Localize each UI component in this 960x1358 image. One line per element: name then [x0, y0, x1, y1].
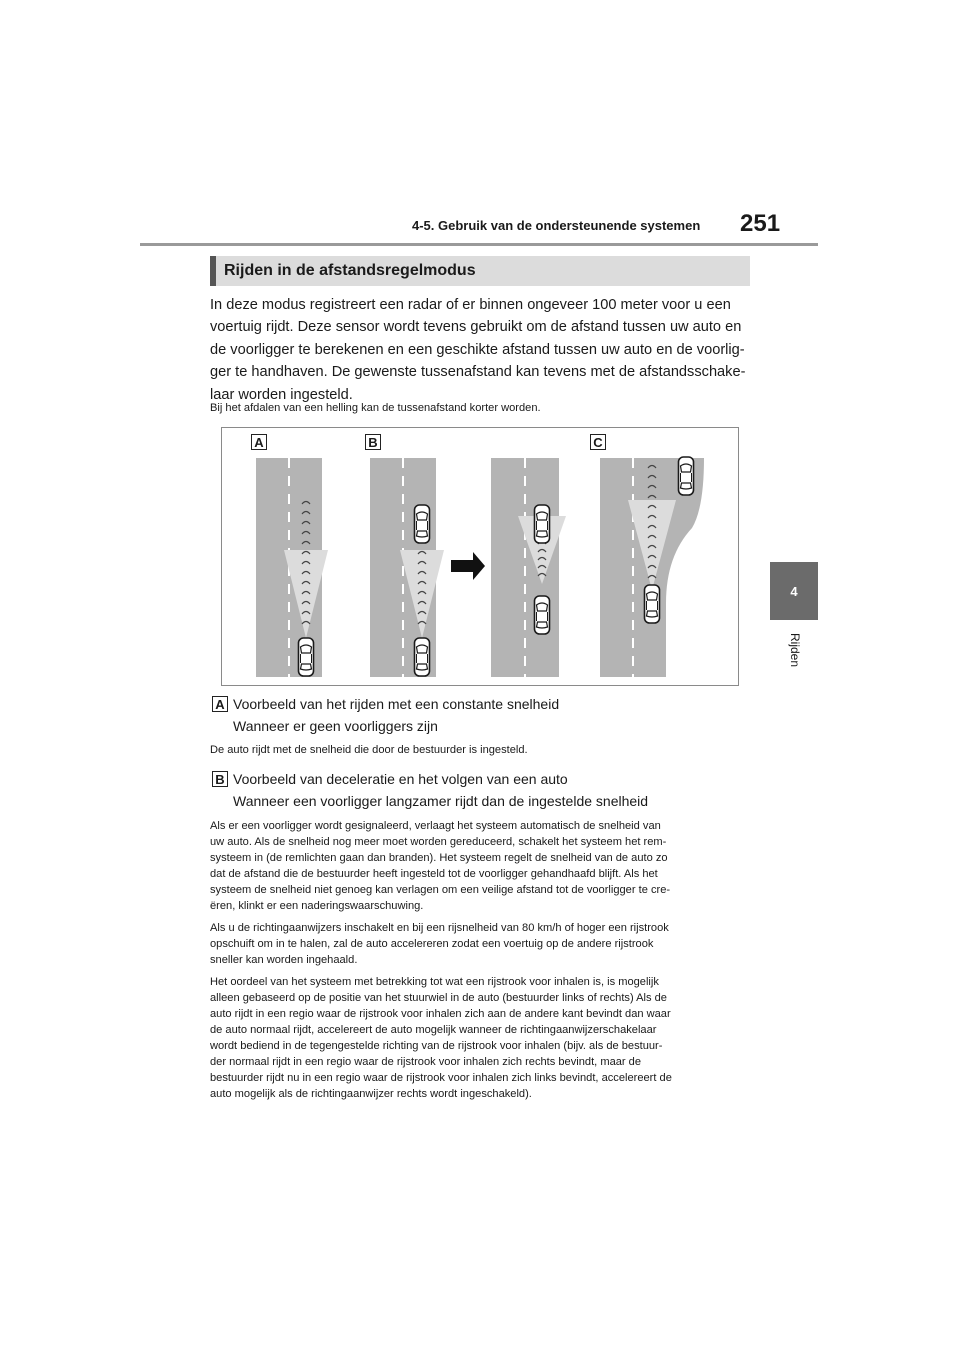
- intro-line: laar worden ingesteld.: [210, 386, 353, 403]
- header-divider: [140, 243, 818, 246]
- item-a-subtitle: Wanneer er geen voorliggers zijn: [233, 718, 438, 734]
- item-a-text: De auto rijdt met de snelheid die door de bestuurder is ingesteld.: [210, 744, 528, 756]
- text-line: uw auto. Als de snelheid nog meer moet worden gereduceerd, schakelt het systeem het rem-: [210, 836, 667, 848]
- text-line: Als u de richtingaanwijzers inschakelt en bij een rijsnelheid van 80 km/h of hoger een rijstrook: [210, 922, 669, 934]
- car-icon: [415, 638, 430, 676]
- car-icon: [299, 638, 314, 676]
- page-number: 251: [740, 210, 781, 237]
- text-line: de auto normaal rijdt, accelereert de auto mogelijk wanneer de richtingaanwijzerschakelaar: [210, 1024, 657, 1036]
- item-b-paragraph-2: [210, 920, 750, 968]
- car-icon: [679, 457, 694, 495]
- distance-control-diagram: [221, 427, 739, 686]
- chapter-label-text: Rijden: [788, 632, 802, 668]
- text-line: bestuurder rijdt nu in een regio waar de rijstrook voor inhalen zich links bevindt, accelereert de: [210, 1072, 672, 1084]
- item-b-subtitle: Wanneer een voorligger langzamer rijdt dan de ingestelde snelheid: [233, 793, 649, 809]
- text-line: auto rijdt in een regio waar de rijstrook voor inhalen zich aan de andere kant bevindt dan waar: [210, 1008, 671, 1020]
- intro-line: ger te handhaven. De gewenste tussenafstand kan tevens met de afstandsschake-: [210, 364, 746, 381]
- section-heading-bar: [210, 256, 750, 286]
- slope-note: Bij het afdalen van een helling kan de tussenafstand korter worden.: [210, 402, 541, 414]
- text-line: opschuift om in te halen, zal de auto accelereren zodat een voertuig op de andere rijstrook: [210, 938, 654, 950]
- diagram-svg: [222, 428, 740, 687]
- text-line: systeem in (de remlichten gaan dan branden). Het systeem regelt de snelheid van de auto zo: [210, 852, 668, 864]
- text-line: auto mogelijk als de richtingaanwijzer rechts wordt ingeschakeld).: [210, 1088, 532, 1100]
- text-line: ëren, klinkt er een naderingswaarschuwing.: [210, 900, 424, 912]
- item-b-marker: B: [212, 771, 228, 787]
- text-line: sneller kan worden ingehaald.: [210, 954, 358, 966]
- item-b-paragraph-3: [210, 974, 750, 1102]
- section-heading-accent: [210, 256, 216, 286]
- intro-line: voertuig rijdt. Deze sensor wordt tevens gebruikt om de afstand tussen uw auto en: [210, 319, 742, 336]
- chapter-tab: 4: [770, 562, 818, 620]
- text-line: dat de afstand die de bestuurder heeft ingesteld tot de voorligger gehandhaafd blijft. Als het: [210, 868, 658, 880]
- car-icon: [645, 585, 660, 623]
- text-line: wordt bediend in de tegengestelde richting van de rijstrook voor inhalen (bijv. als de bestuur-: [210, 1040, 663, 1052]
- text-line: Het oordeel van het systeem met betrekking tot wat een rijstrook voor inhalen is, is mogelijk: [210, 976, 659, 988]
- chapter-label: [767, 630, 823, 670]
- diagram-label-a: A: [251, 434, 267, 450]
- diagram-label-c: C: [590, 434, 606, 450]
- item-b-title: Voorbeeld van deceleratie en het volgen van een auto: [233, 771, 568, 787]
- text-line: alleen gebaseerd op de positie van het stuurwiel in de auto (bestuurder links of rechts) Als de: [210, 992, 667, 1004]
- header-section-title: 4-5. Gebruik van de ondersteunende systemen: [412, 218, 701, 233]
- item-a-title: Voorbeeld van het rijden met een constante snelheid: [233, 696, 560, 712]
- text-line: Als er een voorligger wordt gesignaleerd, verlaagt het systeem automatisch de snelheid van: [210, 820, 661, 832]
- intro-line: de voorligger te berekenen en een geschikte afstand tussen uw auto en de voorlig-: [210, 341, 745, 358]
- text-line: der normaal rijdt in een regio waar de rijstrook voor inhalen zich rechts bevindt, maar de: [210, 1056, 642, 1068]
- car-icon: [415, 505, 430, 543]
- car-icon: [535, 596, 550, 634]
- intro-paragraph: [210, 294, 750, 406]
- text-line: systeem de snelheid niet genoeg kan verlagen om een veilige afstand tot de voorligger te cre-: [210, 884, 671, 896]
- intro-line: In deze modus registreert een radar of er binnen ongeveer 100 meter voor u een: [210, 297, 731, 313]
- item-a-marker: A: [212, 696, 228, 712]
- diagram-label-b: B: [365, 434, 381, 450]
- item-b-paragraph-1: [210, 818, 750, 914]
- car-icon: [535, 505, 550, 543]
- section-heading: Rijden in de afstandsregelmodus: [224, 262, 476, 279]
- right-arrow-icon: [451, 552, 485, 580]
